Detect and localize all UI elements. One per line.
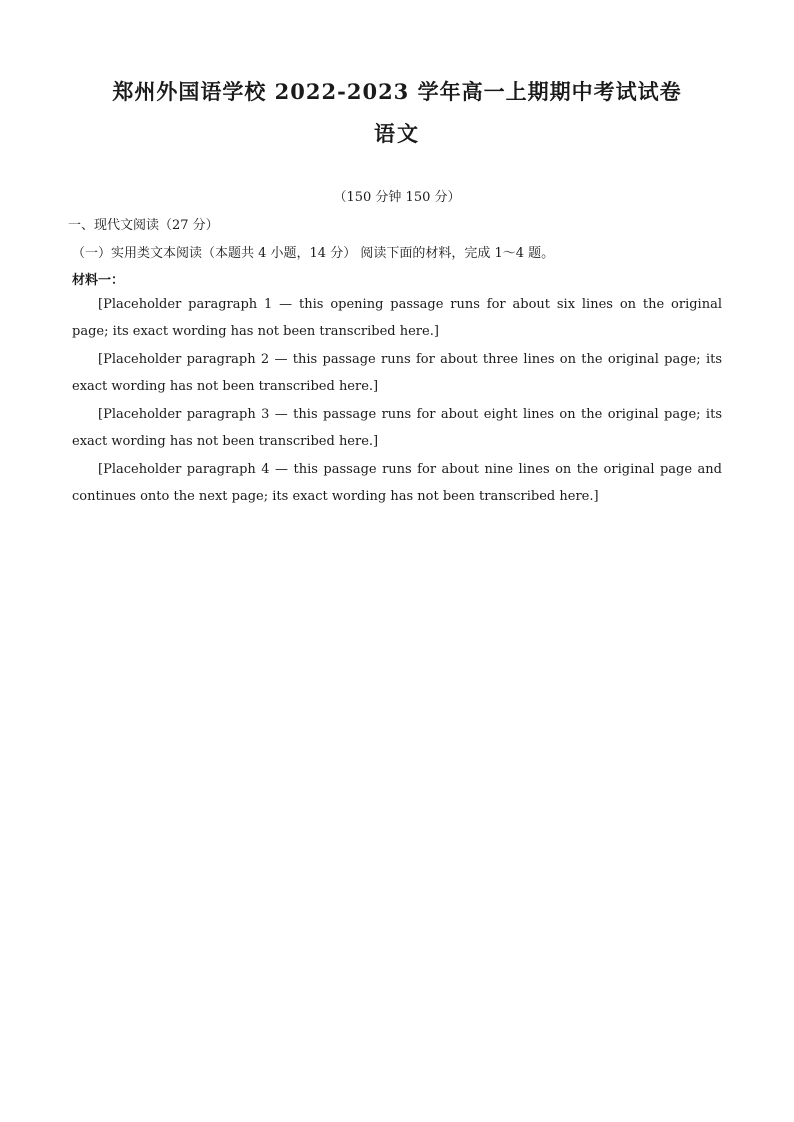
paragraph: [Placeholder paragraph 2 — this passage runs for about three lines on the original page; its exact wording has not been transcribed here.] (72, 352, 722, 394)
passage-body (72, 292, 722, 510)
exam-title: 郑州外国语学校 2022-2023 学年高一上期期中考试试卷 (112, 79, 682, 104)
section-heading: 一、现代文阅读（27 分） (68, 218, 219, 233)
paragraph: [Placeholder paragraph 1 — this opening passage runs for about six lines on the original page; its exact wording has not been transcribed here.] (72, 297, 722, 339)
subject-title: 语文 (374, 121, 420, 146)
material-label: 材料一： (72, 273, 125, 288)
part-heading: （一）实用类文本阅读（本题共 4 小题，14 分） 阅读下面的材料，完成 1～4 题。 (72, 246, 555, 261)
paragraph: [Placeholder paragraph 4 — this passage runs for about nine lines on the original page and continues onto the next page; its exact wording has not been transcribed here.] (72, 462, 722, 504)
time-score: （150 分钟 150 分） (333, 190, 461, 205)
paragraph: [Placeholder paragraph 3 — this passage runs for about eight lines on the original page; its exact wording has not been transcribed here.] (72, 407, 722, 449)
